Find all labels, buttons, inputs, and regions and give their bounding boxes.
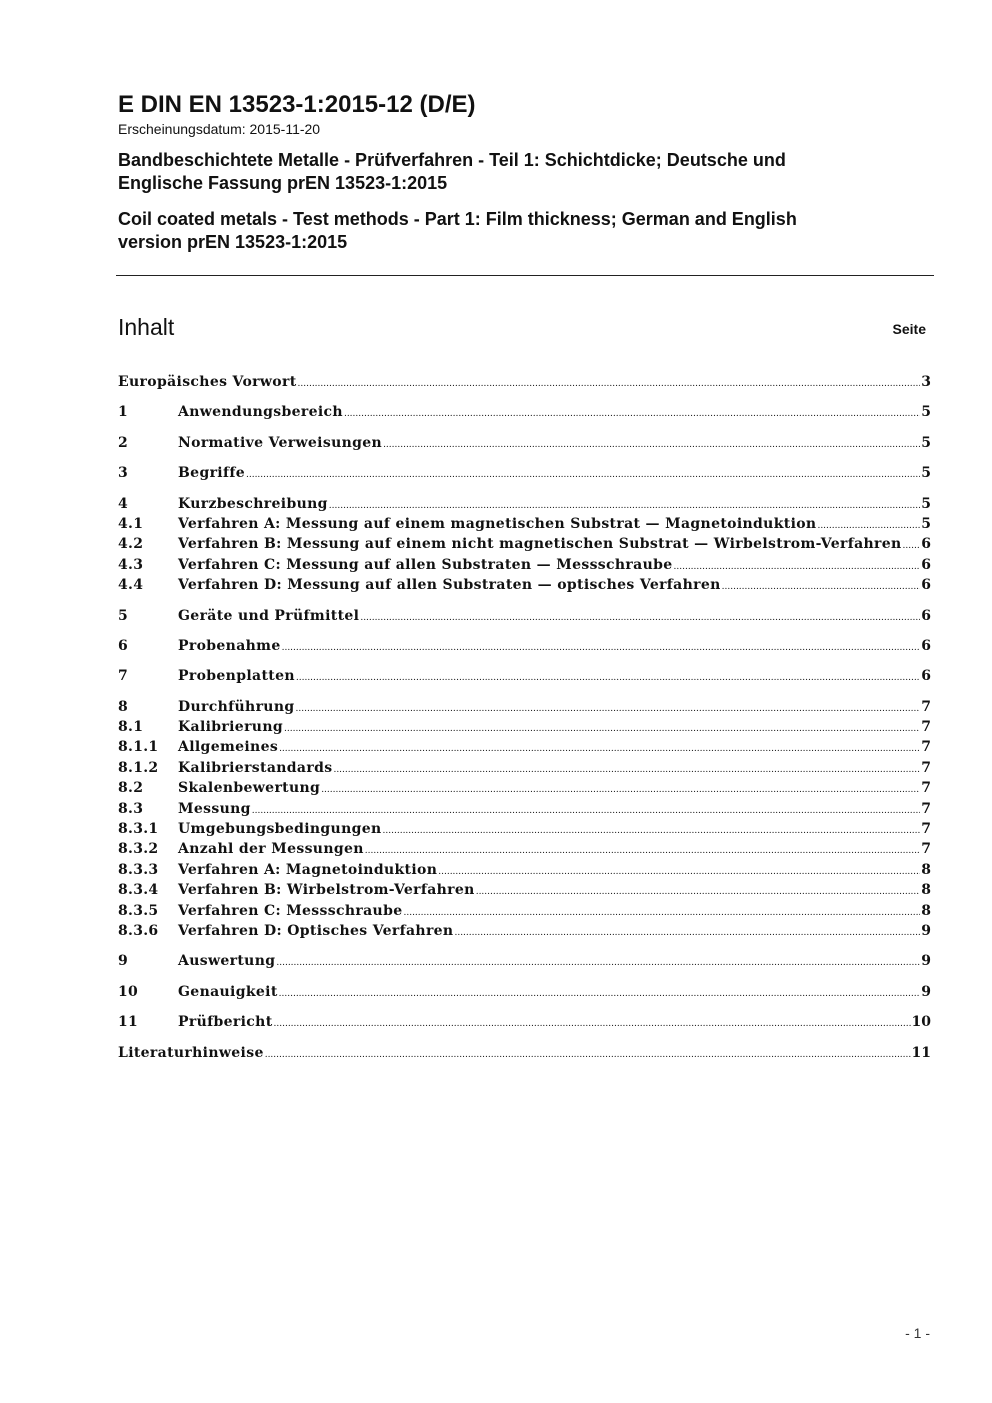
toc-entry[interactable] — [118, 799, 931, 819]
toc-entry-page: 5 — [921, 404, 931, 421]
toc-dot-leader — [252, 801, 920, 821]
table-of-contents — [118, 372, 931, 1063]
toc-entry-title: Auswertung — [178, 953, 276, 970]
toc-entry-page: 10 — [911, 1014, 931, 1031]
toc-entry[interactable] — [118, 737, 931, 757]
toc-entry[interactable] — [118, 575, 931, 595]
toc-dot-leader — [246, 465, 920, 485]
toc-entry-title: Literaturhinweise — [118, 1044, 264, 1061]
toc-entry[interactable] — [118, 636, 931, 656]
toc-heading — [118, 312, 926, 346]
toc-page-column-label: Seite — [892, 321, 926, 337]
toc-entry-page: 6 — [921, 668, 931, 685]
toc-dot-leader — [383, 435, 920, 455]
toc-dot-leader — [383, 821, 921, 841]
toc-entry-title: Begriffe — [178, 465, 245, 482]
toc-entry-page: 7 — [921, 780, 931, 797]
toc-entry-page: 5 — [921, 434, 931, 451]
toc-dot-leader — [365, 841, 920, 861]
toc-entry-number: 5 — [118, 607, 129, 624]
toc-entry-page: 9 — [921, 922, 931, 939]
toc-entry-number: 4.3 — [118, 556, 144, 573]
toc-entry[interactable] — [118, 839, 931, 859]
toc-dot-leader — [265, 1045, 911, 1065]
toc-entry-number: 8.3.2 — [118, 841, 159, 858]
toc-entry-title: Genauigkeit — [178, 983, 278, 1000]
toc-dot-leader — [284, 719, 920, 739]
toc-entry[interactable] — [118, 534, 931, 554]
toc-entry-title: Kalibrierstandards — [178, 759, 333, 776]
toc-entry[interactable] — [118, 901, 931, 921]
title-german-line-1: Bandbeschichtete Metalle - Prüfverfahren - Teil 1: Schichtdicke; Deutsche und — [118, 150, 786, 170]
toc-entry-title: Verfahren B: Messung auf einem nicht magnetischen Substrat — Wirbelstrom-Verfahren — [178, 536, 902, 553]
toc-dot-leader — [296, 668, 920, 688]
toc-entry[interactable] — [118, 402, 931, 422]
toc-entry[interactable] — [118, 717, 931, 737]
title-german-line-2: Englische Fassung prEN 13523-1:2015 — [118, 173, 448, 193]
toc-dot-leader — [476, 882, 921, 902]
toc-entry-page: 6 — [921, 556, 931, 573]
toc-entry[interactable] — [118, 514, 931, 534]
toc-entry-page: 7 — [921, 800, 931, 817]
toc-entry-title: Geräte und Prüfmittel — [178, 607, 360, 624]
toc-entry-number: 10 — [118, 983, 139, 1000]
toc-entry-title: Verfahren D: Messung auf allen Substraten — optisches Verfahren — [178, 577, 721, 594]
toc-dot-leader — [722, 577, 921, 597]
toc-entry-number: 4.2 — [118, 536, 144, 553]
toc-entry-number: 4 — [118, 495, 129, 512]
toc-entry-title: Verfahren A: Magnetoinduktion — [178, 861, 438, 878]
toc-entry-title: Probenplatten — [178, 668, 295, 685]
toc-entry-number: 8.3.1 — [118, 821, 159, 838]
toc-entry-number: 8.3.6 — [118, 922, 159, 939]
title-english-line-2: version prEN 13523-1:2015 — [118, 232, 348, 252]
toc-entry[interactable] — [118, 1012, 931, 1032]
toc-entry[interactable] — [118, 1043, 931, 1063]
publication-date: Erscheinungsdatum: 2015-11-20 — [118, 121, 321, 137]
toc-entry-page: 5 — [921, 515, 931, 532]
toc-entry-title: Anwendungsbereich — [178, 404, 343, 421]
toc-entry-number: 8.3.4 — [118, 882, 159, 899]
toc-entry-number: 7 — [118, 668, 129, 685]
toc-dot-leader — [360, 608, 920, 628]
title-english — [118, 208, 934, 254]
toc-entry-number: 8.1.2 — [118, 759, 159, 776]
header-divider — [116, 275, 934, 276]
toc-entry-page: 7 — [921, 698, 931, 715]
toc-entry[interactable] — [118, 494, 931, 514]
toc-entry-page: 8 — [921, 882, 931, 899]
toc-entry-page: 7 — [921, 841, 931, 858]
toc-dot-leader — [298, 374, 921, 394]
toc-dot-leader — [454, 923, 920, 943]
toc-entry-title: Anzahl der Messungen — [178, 841, 364, 858]
toc-entry-title: Kurzbeschreibung — [178, 495, 328, 512]
toc-entry[interactable] — [118, 606, 931, 626]
toc-entry-title: Skalenbewertung — [178, 780, 321, 797]
toc-entry-number: 8.1.1 — [118, 739, 159, 756]
toc-entry-page: 7 — [921, 739, 931, 756]
title-german — [118, 149, 934, 195]
toc-entry[interactable] — [118, 860, 931, 880]
toc-entry-page: 3 — [921, 374, 931, 390]
toc-entry[interactable] — [118, 758, 931, 778]
toc-entry-page: 9 — [921, 953, 931, 970]
toc-entry-title: Verfahren B: Wirbelstrom-Verfahren — [178, 882, 475, 899]
toc-entry-title: Messung — [178, 800, 251, 817]
toc-dot-leader — [274, 1014, 911, 1034]
toc-entry[interactable] — [118, 666, 931, 686]
toc-entry[interactable] — [118, 697, 931, 717]
toc-dot-leader — [438, 862, 920, 882]
toc-dot-leader — [674, 557, 921, 577]
toc-entry-title: Normative Verweisungen — [178, 434, 383, 451]
toc-entry-number: 8.2 — [118, 780, 144, 797]
toc-entry-page: 11 — [911, 1044, 931, 1061]
toc-entry-title: Verfahren C: Messschraube — [178, 902, 403, 919]
toc-dot-leader — [279, 739, 920, 759]
toc-entry-page: 7 — [921, 759, 931, 776]
toc-entry-number: 8.1 — [118, 719, 144, 736]
toc-dot-leader — [282, 638, 921, 658]
toc-entry-title: Kalibrierung — [178, 719, 283, 736]
toc-entry-title: Durchführung — [178, 698, 295, 715]
toc-dot-leader — [817, 516, 920, 536]
toc-entry-number: 4.4 — [118, 577, 144, 594]
toc-entry-number: 4.1 — [118, 515, 144, 532]
toc-entry-page: 5 — [921, 465, 931, 482]
toc-entry[interactable] — [118, 463, 931, 483]
toc-entry-number: 1 — [118, 404, 129, 421]
toc-dot-leader — [296, 699, 921, 719]
title-english-line-1: Coil coated metals - Test methods - Part 1: Film thickness; German and English — [118, 209, 797, 229]
toc-entry[interactable] — [118, 921, 931, 941]
toc-entry-title: Europäisches Vorwort — [118, 374, 297, 390]
toc-entry[interactable] — [118, 778, 931, 798]
toc-entry-title: Umgebungsbedingungen — [178, 821, 382, 838]
toc-entry[interactable] — [118, 555, 931, 575]
toc-dot-leader — [321, 780, 920, 800]
toc-entry-title: Prüfbericht — [178, 1014, 273, 1031]
page-number: - 1 - — [905, 1325, 930, 1341]
toc-dot-leader — [279, 984, 921, 1004]
toc-entry-page: 5 — [921, 495, 931, 512]
toc-entry-page: 7 — [921, 719, 931, 736]
toc-entry-title: Allgemeines — [178, 739, 279, 756]
toc-entry-page: 7 — [921, 821, 931, 838]
toc-entry-number: 9 — [118, 953, 129, 970]
toc-entry-page: 6 — [921, 637, 931, 654]
toc-entry-page: 6 — [921, 577, 931, 594]
toc-entry[interactable] — [118, 372, 931, 392]
toc-entry-number: 8 — [118, 698, 129, 715]
toc-dot-leader — [903, 536, 921, 556]
toc-entry-page: 9 — [921, 983, 931, 1000]
toc-entry[interactable] — [118, 819, 931, 839]
document-header — [118, 90, 934, 254]
toc-dot-leader — [403, 903, 920, 923]
toc-entry-page: 6 — [921, 536, 931, 553]
toc-entry[interactable] — [118, 880, 931, 900]
toc-entry[interactable] — [118, 433, 931, 453]
toc-dot-leader — [329, 496, 920, 516]
toc-entry[interactable] — [118, 951, 931, 971]
toc-entry-number: 8.3 — [118, 800, 144, 817]
toc-entry-number: 8.3.3 — [118, 861, 159, 878]
toc-entry-title: Verfahren D: Optisches Verfahren — [178, 922, 454, 939]
toc-dot-leader — [333, 760, 920, 780]
toc-entry-page: 8 — [921, 902, 931, 919]
toc-entry-title: Verfahren C: Messung auf allen Substraten — Messschraube — [178, 556, 673, 573]
document-id: E DIN EN 13523-1:2015-12 (D/E) — [118, 91, 476, 118]
toc-entry-title: Verfahren A: Messung auf einem magnetischen Substrat — Magnetoinduktion — [178, 515, 817, 532]
toc-entry-number: 3 — [118, 465, 129, 482]
toc-entry-number: 2 — [118, 434, 129, 451]
toc-entry-number: 8.3.5 — [118, 902, 159, 919]
toc-entry-page: 8 — [921, 861, 931, 878]
toc-entry-number: 11 — [118, 1014, 139, 1031]
toc-entry[interactable] — [118, 982, 931, 1002]
toc-dot-leader — [344, 404, 920, 424]
toc-entry-title: Probenahme — [178, 637, 281, 654]
toc-dot-leader — [276, 953, 920, 973]
toc-title: Inhalt — [118, 314, 175, 340]
toc-entry-number: 6 — [118, 637, 129, 654]
toc-entry-page: 6 — [921, 607, 931, 624]
